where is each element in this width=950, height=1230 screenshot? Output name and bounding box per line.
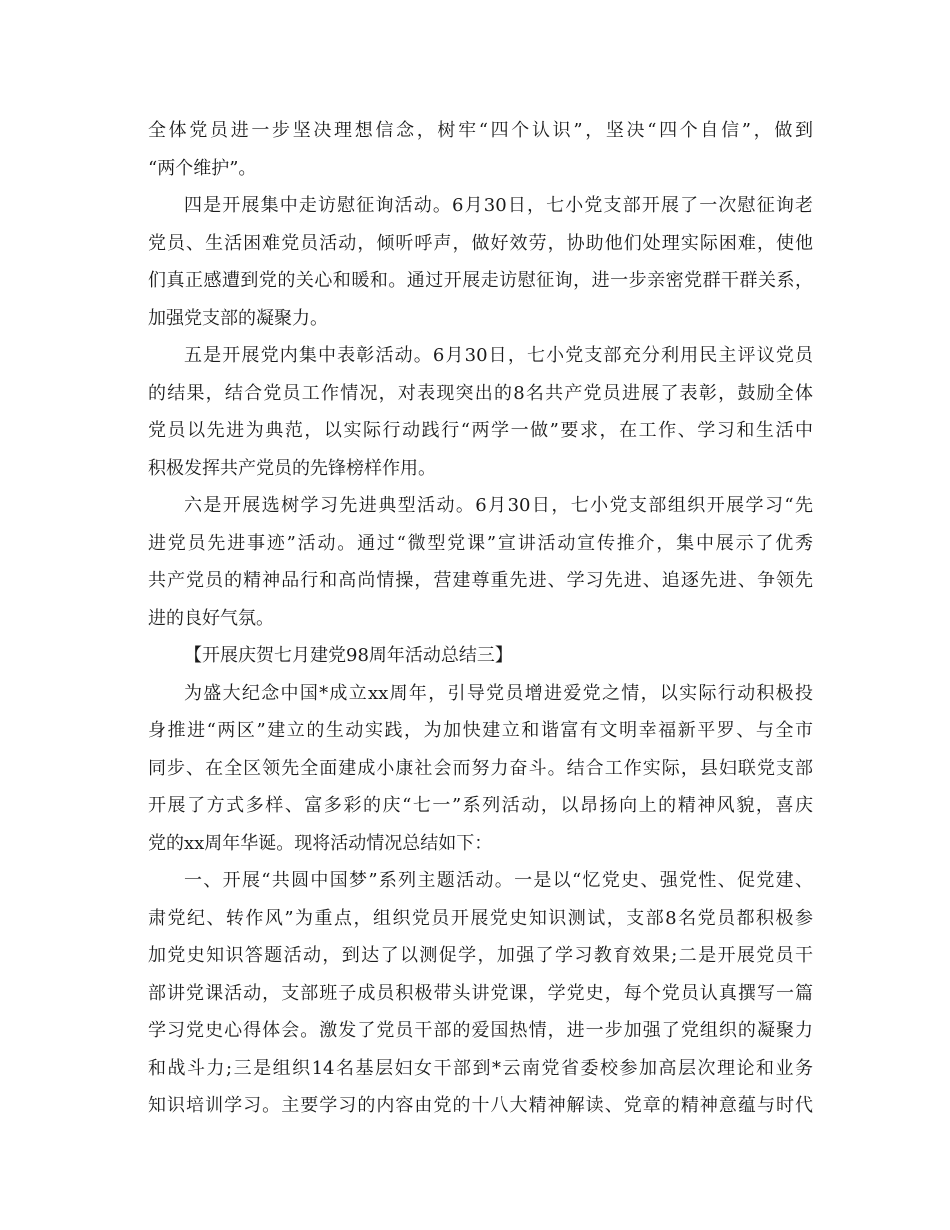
text-line: “两个维护”。 [148,157,257,179]
text-line: 一、开展“共圆中国梦”系列主题活动。一是以“忆党史、强党性、促党建、 [184,870,813,891]
text-line: 积极发挥共产党员的先锋榜样作用。 [148,457,436,479]
text-line: 党的xx周年华诞。现将活动情况总结如下： [148,832,493,854]
text-line: 同步、在全区领先全面建成小康社会而努力奋斗。结合工作实际，县妇联党支部 [148,757,813,779]
text-line: 为盛大纪念中国*成立xx周年，引导党员增进爱党之情，以实际行动积极投 [184,682,813,704]
text-line: 共产党员的精神品行和高尚情操，营建尊重先进、学习先进、追逐先进、争领先 [148,570,813,591]
text-line: 加党史知识答题活动，到达了以测促学，加强了学习教育效果;二是开展党员干 [148,945,813,966]
text-line: 党员以先进为典范，以实际行动践行“两学一做”要求，在工作、学习和生活中 [148,420,813,441]
text-line: 全体党员进一步坚决理想信念，树牢“四个认识”，坚决“四个自信”，做到 [148,120,813,141]
text-line: 身推进“两区”建立的生动实践，为加快建立和谐富有文明幸福新平罗、与全市 [148,720,813,741]
text-line: 们真正感遭到党的关心和暖和。通过开展走访慰征询，进一步亲密党群干群关系， [148,270,813,291]
text-line: 部讲党课活动，支部班子成员积极带头讲党课，学党史，每个党员认真撰写一篇 [148,982,813,1004]
text-line: 六是开展选树学习先进典型活动。6月30日，七小党支部组织开展学习“先 [184,495,813,516]
text-line: 知识培训学习。主要学习的内容由党的十八大精神解读、党章的精神意蕴与时代 [148,1095,813,1116]
text-line: 进的良好气氛。 [148,607,274,629]
text-line: 进党员先进事迹”活动。通过“微型党课”宣讲活动宣传推介，集中展示了优秀 [148,532,813,554]
document-body [148,112,813,1125]
text-line: 和战斗力;三是组织14名基层妇女干部到*云南党省委校参加高层次理论和业务 [148,1057,813,1079]
text-line: 四是开展集中走访慰征询活动。6月30日，七小党支部开展了一次慰征询老 [184,195,813,216]
text-line: 的结果，结合党员工作情况，对表现突出的8名共产党员进展了表彰，鼓励全体 [148,382,813,404]
text-line: 党员、生活困难党员活动，倾听呼声，做好效劳，协助他们处理实际困难，使他 [148,232,813,254]
text-line: 【开展庆贺七月建党98周年活动总结三】 [184,645,513,666]
text-line: 五是开展党内集中表彰活动。6月30日，七小党支部充分利用民主评议党员 [184,345,813,366]
text-line: 学习党史心得体会。激发了党员干部的爱国热情，进一步加强了党组织的凝聚力 [148,1020,813,1041]
text-line: 肃党纪、转作风”为重点，组织党员开展党史知识测试，支部8名党员都积极参 [148,907,813,929]
text-line: 开展了方式多样、富多彩的庆“七一”系列活动，以昂扬向上的精神风貌，喜庆 [148,795,813,816]
text-line: 加强党支部的凝聚力。 [148,307,328,329]
